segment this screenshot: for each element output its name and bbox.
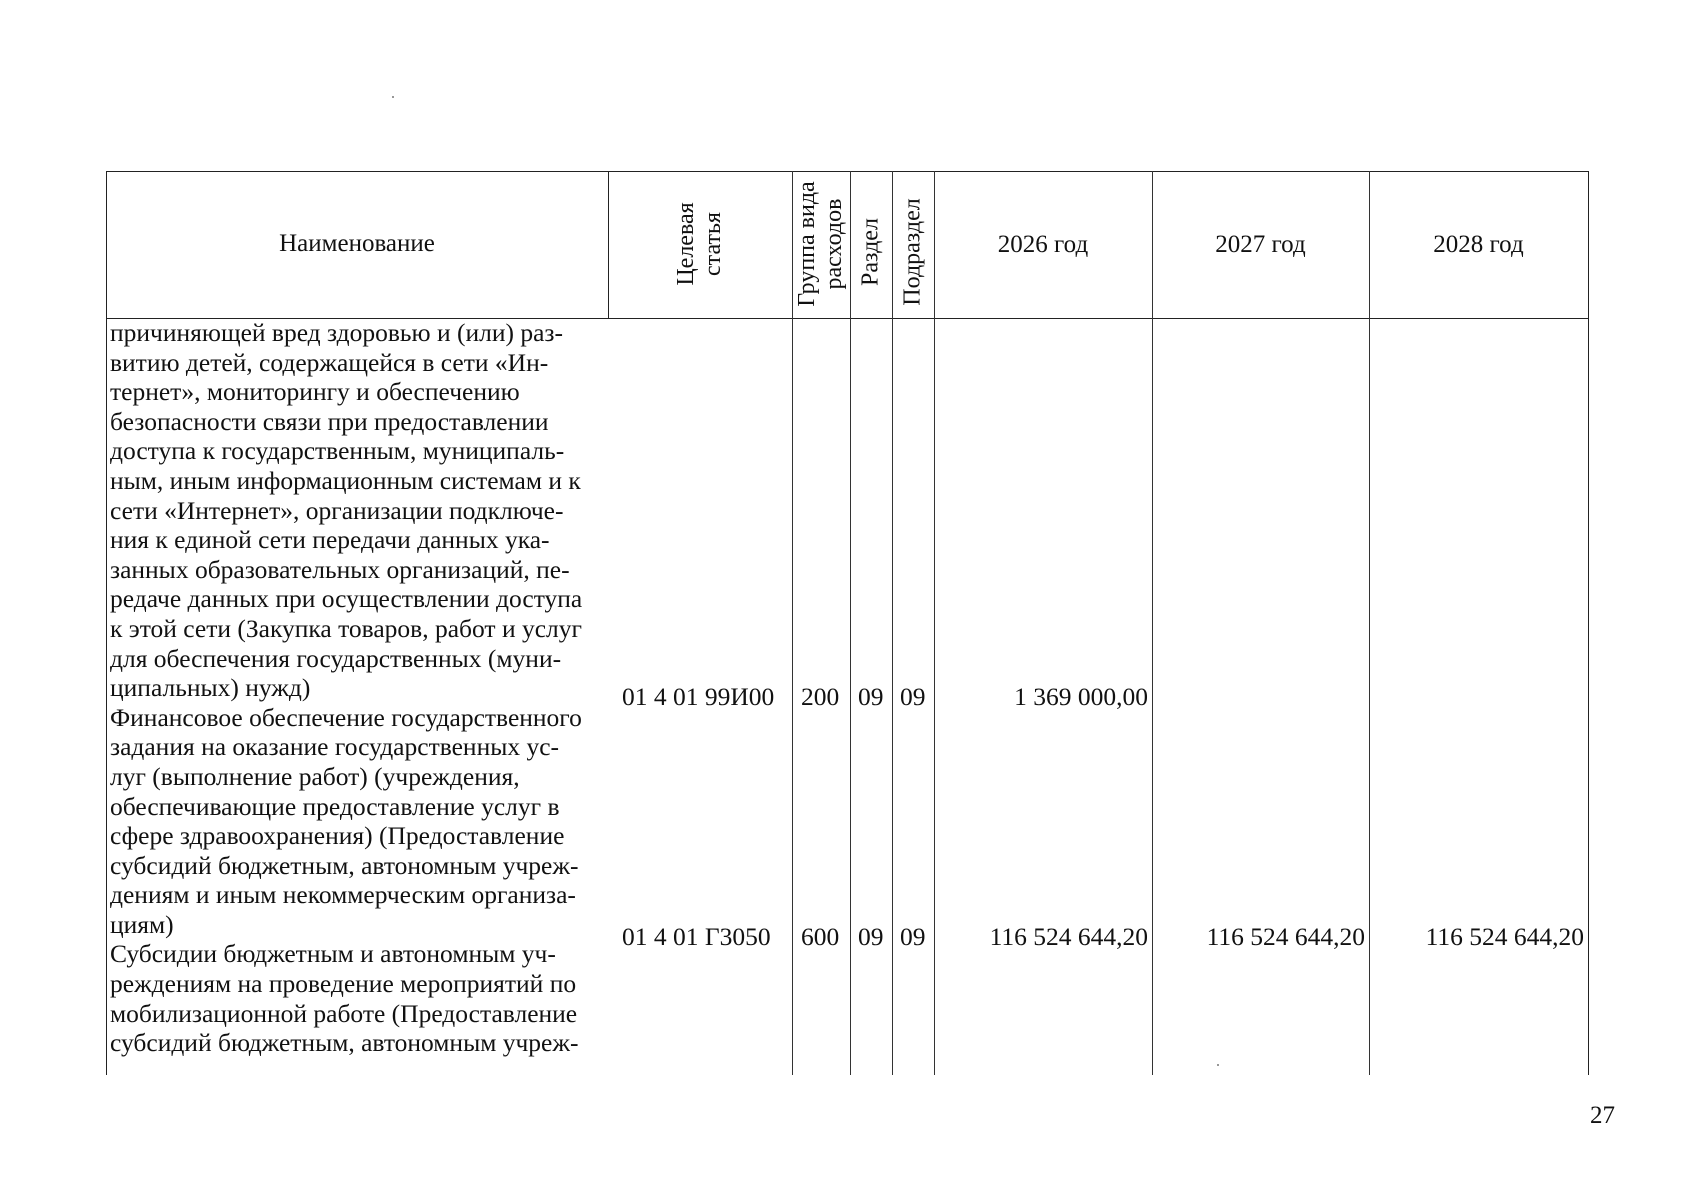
- name-line: сфере здравоохранения) (Предоставление: [110, 821, 565, 851]
- header-target-line2: статья: [700, 212, 726, 276]
- col-divider-group: [850, 171, 851, 1075]
- header-target-line1: Целевая: [673, 202, 699, 286]
- col-divider-section: [892, 171, 893, 1075]
- row2-subsection: 09: [900, 922, 926, 951]
- header-2026: 2026 год: [997, 231, 1089, 258]
- name-line: витию детей, содержащейся в сети «Ин-: [110, 347, 549, 377]
- table-top-border: [106, 171, 1589, 172]
- table-left-border: [106, 171, 107, 1075]
- header-subsection: Подраздел: [899, 198, 926, 306]
- header-2028: 2028 год: [1433, 231, 1524, 258]
- name-line: Финансовое обеспечение государственного: [110, 702, 582, 732]
- row1-target: 01 4 01 99И00: [622, 682, 775, 711]
- name-line: безопасности связи при предоставлении: [110, 406, 549, 436]
- table-right-border: [1588, 171, 1589, 1075]
- col-divider-name: [608, 171, 609, 318]
- row1-2026: 1 369 000,00: [1014, 682, 1148, 711]
- name-line: луг (выполнение работ) (учреждения,: [110, 761, 520, 791]
- name-line: реждениям на проведение мероприятий по: [110, 969, 577, 999]
- name-line: занных образовательных организаций, пе-: [110, 554, 570, 584]
- row1-group: 200: [801, 682, 840, 711]
- row2-group: 600: [801, 922, 840, 951]
- row2-2027: 116 524 644,20: [1206, 922, 1365, 951]
- name-line: субсидий бюджетным, автономным учреж-: [110, 850, 579, 880]
- name-line: ния к единой сети передачи данных ука-: [110, 525, 550, 555]
- name-line: Субсидии бюджетным и автономным уч-: [110, 939, 556, 969]
- col-divider-target: [792, 171, 793, 1075]
- name-line: сети «Интернет», организации подключе-: [110, 495, 564, 525]
- header-name: Наименование: [279, 230, 435, 257]
- header-target: [673, 202, 727, 285]
- row1-section: 09: [858, 682, 884, 711]
- page-number: 27: [1590, 1102, 1615, 1129]
- name-line: тернет», мониторингу и обеспечению: [110, 377, 520, 407]
- row2-2028: 116 524 644,20: [1425, 922, 1584, 951]
- name-line: субсидий бюджетным, автономным учреж-: [110, 1028, 579, 1058]
- row1-subsection: 09: [900, 682, 926, 711]
- scan-speck: [1217, 1064, 1219, 1066]
- name-line: обеспечивающие предоставление услуг в: [110, 791, 560, 821]
- header-group: [794, 181, 848, 306]
- name-line: редаче данных при осуществлении доступа: [110, 584, 583, 614]
- header-group-line2: расходов: [821, 198, 847, 290]
- row2-2026: 116 524 644,20: [989, 922, 1148, 951]
- name-line: для обеспечения государственных (муни-: [110, 643, 562, 673]
- scan-speck: [392, 96, 394, 98]
- name-line: дениям и иным некоммерческим организа-: [110, 880, 576, 910]
- name-line: циям): [110, 909, 174, 939]
- name-line: задания на оказание государственных ус-: [110, 732, 560, 762]
- name-line: причиняющей вред здоровью и (или) раз-: [110, 318, 563, 347]
- row2-section: 09: [858, 922, 884, 951]
- name-line: доступа к государственным, муниципаль-: [110, 436, 565, 466]
- header-2027: 2027 год: [1215, 231, 1306, 258]
- header-group-line1: Группа вида: [794, 181, 820, 307]
- row2-target: 01 4 01 Г3050: [622, 922, 771, 951]
- header-section: Раздел: [857, 218, 884, 286]
- name-cell-text: [110, 318, 604, 1058]
- name-line: мобилизационной работе (Предоставление: [110, 998, 578, 1028]
- name-line: ным, иным информационным системам и к: [110, 465, 581, 495]
- name-line: к этой сети (Закупка товаров, работ и услуг: [110, 613, 582, 643]
- name-line: ципальных) нужд): [110, 673, 311, 703]
